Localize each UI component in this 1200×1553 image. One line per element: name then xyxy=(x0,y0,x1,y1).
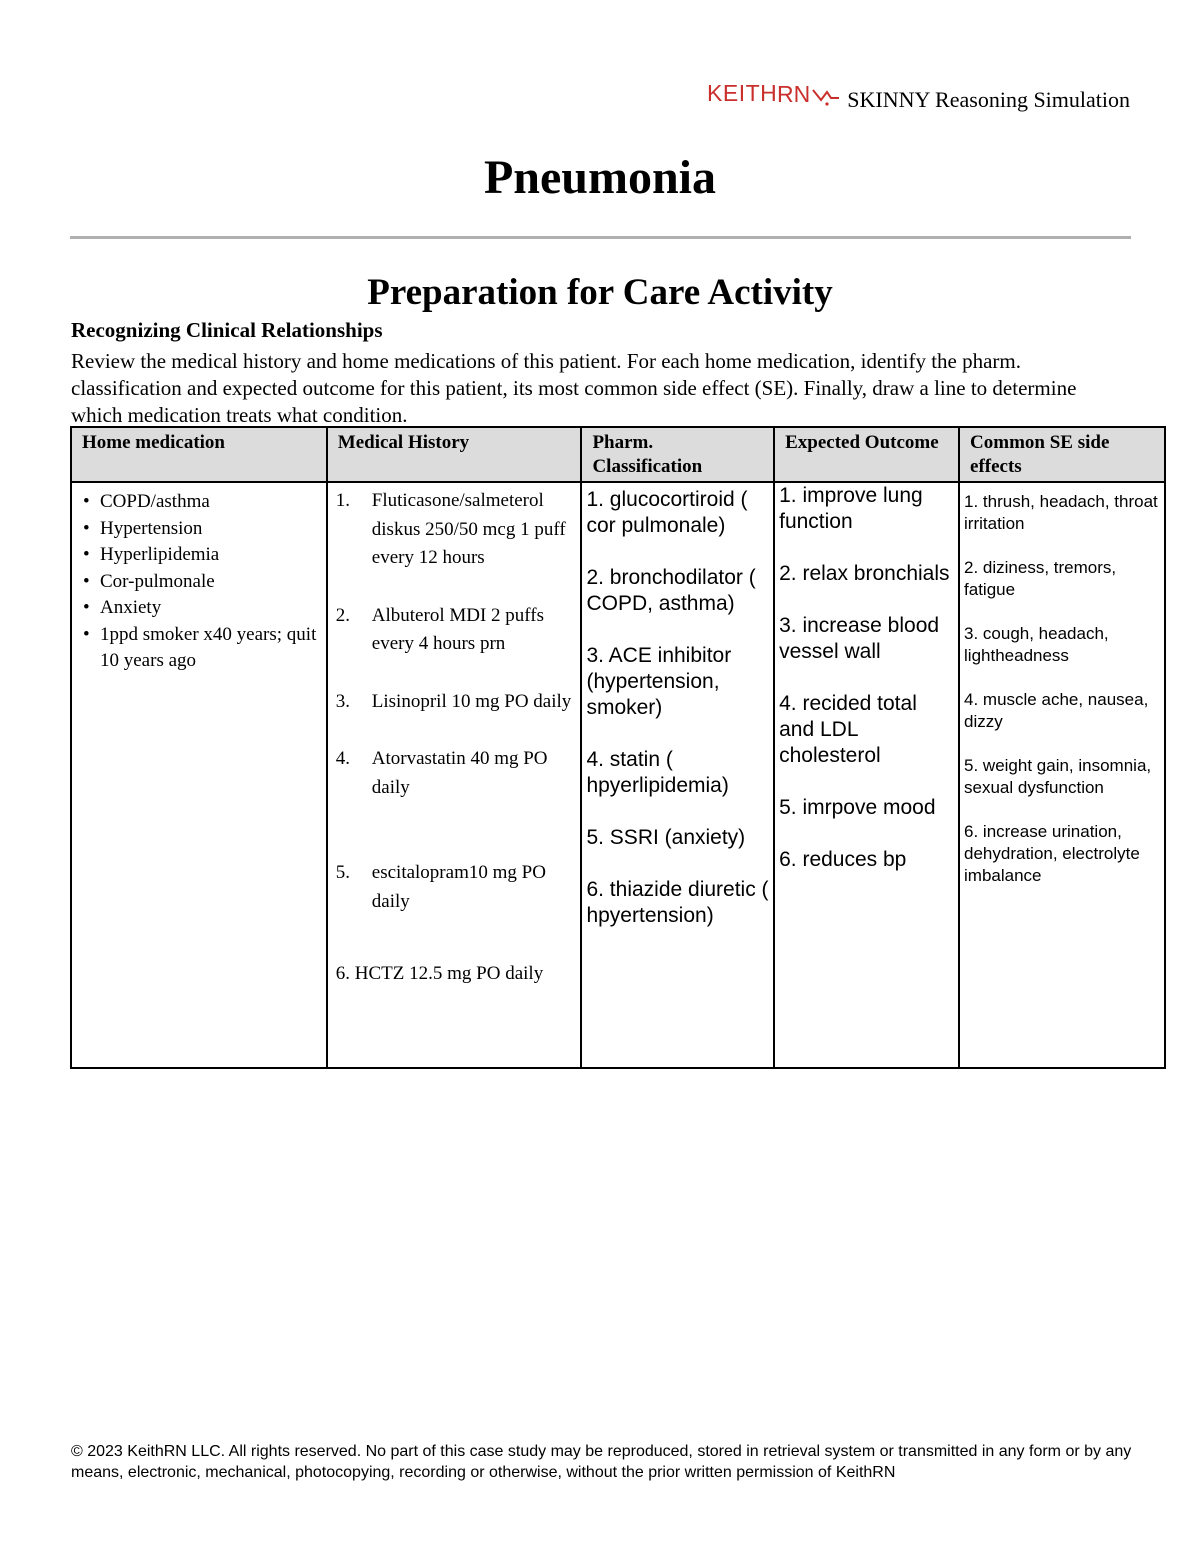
page-header xyxy=(707,72,1130,112)
medication-number: 3. xyxy=(335,690,351,712)
medication-number: 4. xyxy=(335,748,351,769)
medication-number: 1. xyxy=(335,490,351,511)
list-item: 6. HCTZ 12.5 mg PO daily xyxy=(335,963,544,984)
simulation-label: SKINNY Reasoning Simulation xyxy=(847,87,1130,112)
list-item: • Anxiety xyxy=(80,595,318,622)
list-item: • Hyperlipidemia xyxy=(80,542,318,569)
expected-outcome-list xyxy=(775,483,958,873)
medication-list xyxy=(328,483,581,989)
header-pharm-classification: Pharm. Classification xyxy=(581,427,774,482)
list-item: 5. SSRI (anxiety) xyxy=(586,826,746,849)
list-item: 6. reduces bp xyxy=(779,848,907,871)
list-item xyxy=(336,487,575,573)
activity-title: Preparation for Care Activity xyxy=(367,272,833,313)
medication-text: Atorvastatin 40 mg PO daily xyxy=(371,748,548,798)
title-divider xyxy=(70,236,1131,239)
pharm-classification-cell xyxy=(581,482,774,1068)
page-title: Pneumonia xyxy=(483,151,717,204)
list-item: 3. cough, headach, lightheadness xyxy=(964,624,1109,665)
side-effects-cell xyxy=(959,482,1165,1068)
header-medical-history: Medical History xyxy=(327,427,582,482)
list-item xyxy=(336,688,575,717)
header-side-effects: Common SE side effects xyxy=(959,427,1165,482)
list-item xyxy=(336,602,575,659)
list-item: 4. statin ( hpyerlipidemia) xyxy=(586,748,729,797)
logo-rn-text: RN xyxy=(777,81,811,107)
logo-rn-heartbeat-icon xyxy=(777,78,841,112)
table-header-row xyxy=(71,427,1165,482)
list-item: 3. ACE inhibitor (hypertension, smoker) xyxy=(586,644,732,719)
logo-keith-text: KEITH xyxy=(707,80,778,106)
medical-history-cell xyxy=(71,482,327,1068)
list-item: 5. imrpove mood xyxy=(779,796,936,819)
list-item: 2. bronchodilator ( COPD, asthma) xyxy=(586,566,756,615)
list-item: 1. thrush, headach, throat irritation xyxy=(964,492,1158,533)
list-item xyxy=(336,745,575,802)
expected-outcome-cell xyxy=(774,482,959,1068)
list-item: 6. thiazide diuretic ( hpyertension) xyxy=(586,878,769,927)
table-row xyxy=(71,482,1165,1068)
list-item: 5. weight gain, insomnia, sexual dysfunction xyxy=(964,756,1152,797)
medication-number: 2. xyxy=(335,604,351,626)
list-item: 3. increase blood vessel wall xyxy=(779,614,940,663)
header-expected-outcome: Expected Outcome xyxy=(774,427,959,482)
list-item: 1. glucocortiroid ( cor pulmonale) xyxy=(586,488,748,537)
list-item: • Cor-pulmonale xyxy=(80,569,318,596)
header-home-medication: Home medication xyxy=(71,427,327,482)
medication-text: Fluticasone/salmeterol diskus 250/50 mcg 1 puff every 12 hours xyxy=(371,490,566,568)
list-item: 6. increase urination, dehydration, electrolyte imbalance xyxy=(964,822,1140,885)
pharm-classification-list xyxy=(582,483,773,929)
list-item: • COPD/asthma xyxy=(80,489,318,516)
medications-cell xyxy=(327,482,582,1068)
medication-number: 5. xyxy=(335,862,351,883)
list-item: 4. recided total and LDL cholesterol xyxy=(779,692,917,767)
list-item: • Hypertension xyxy=(80,516,318,543)
list-item: 1. improve lung function xyxy=(779,484,923,533)
care-activity-table xyxy=(70,426,1166,1069)
list-item xyxy=(336,859,575,916)
intro-paragraph: Review the medical history and home medications of this patient. For each home medication, identify the pharm. classification and expected outcome for this patient, its most common side effect (SE). Finally, draw a line to determine which medication treats what condition. xyxy=(71,349,1077,427)
copyright-footer: © 2023 KeithRN LLC. All rights reserved. No part of this case study may be reproduced, stored in retrieval system or transmitted in any form or by any means, electronic, mechanical, photocopying, recording or otherwise, without the prior written permission of KeithRN xyxy=(71,1443,1132,1481)
keithrn-logo xyxy=(707,78,841,112)
list-item: 2. relax bronchials xyxy=(779,562,950,585)
list-item: 4. muscle ache, nausea, dizzy xyxy=(964,690,1149,731)
medical-history-list xyxy=(72,489,326,675)
medication-text: escitalopram10 mg PO daily xyxy=(371,862,546,912)
list-item: • 1ppd smoker x40 years; quit 10 years ago xyxy=(80,622,318,675)
list-item: 2. diziness, tremors, fatigue xyxy=(964,558,1117,599)
side-effects-list xyxy=(960,483,1164,887)
section-heading: Recognizing Clinical Relationships xyxy=(71,318,383,342)
medication-text: Lisinopril 10 mg PO daily xyxy=(371,690,572,712)
medication-text: Albuterol MDI 2 puffs every 4 hours prn xyxy=(371,604,544,654)
